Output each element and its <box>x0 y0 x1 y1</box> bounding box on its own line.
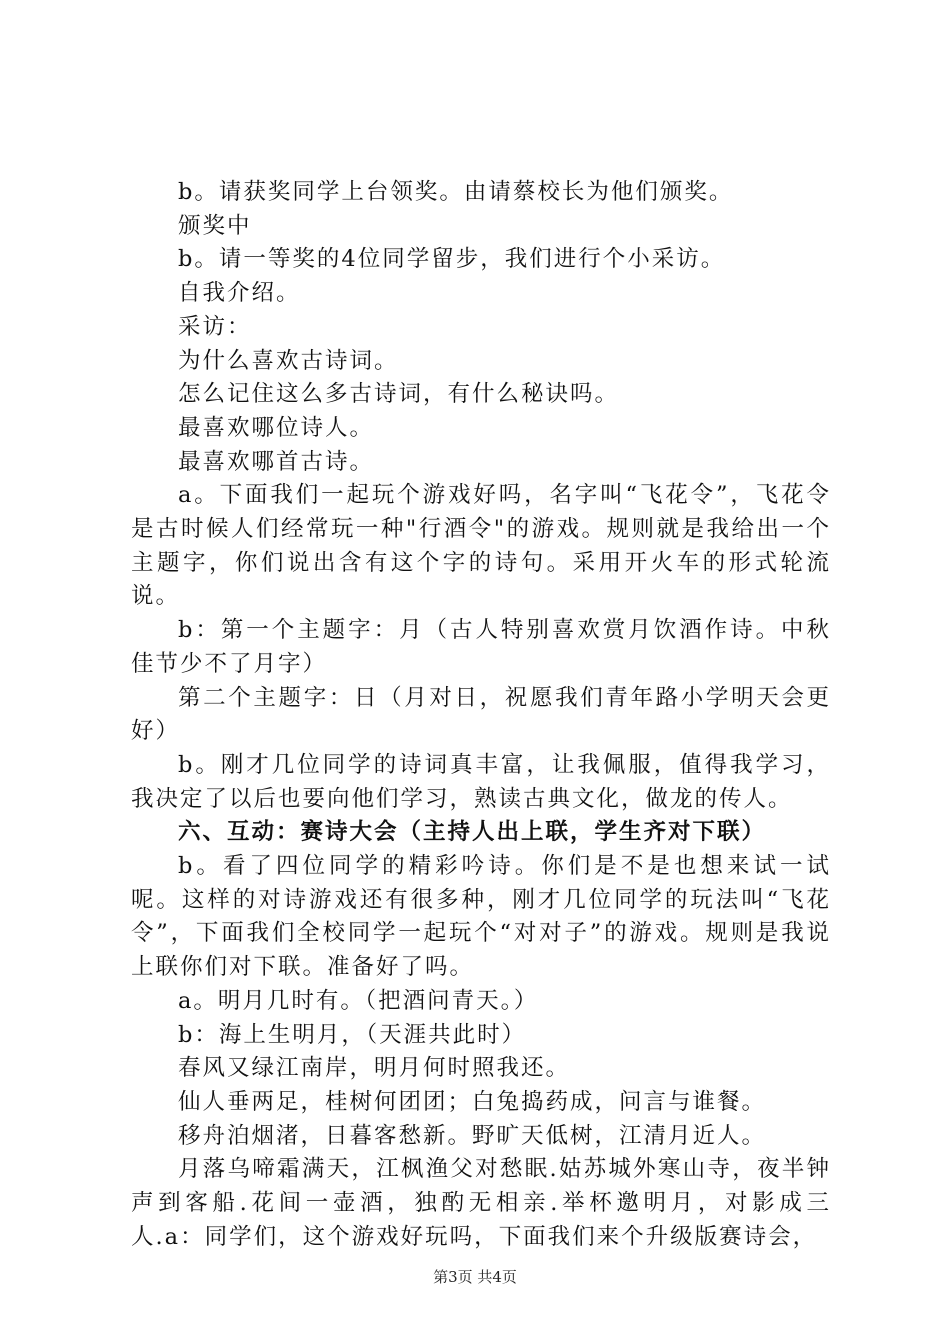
paragraph: 月落乌啼霜满天，江枫渔父对愁眠.姑苏城外寒山寺，夜半钟声到客船.花间一壶酒，独酌无相亲.举杯邀明月，对影成三人.a：同学们，这个游戏好玩吗，下面我们来个升级版赛诗会， <box>131 1156 831 1250</box>
paragraph: b。请一等奖的4位同学留步，我们进行个小采访。 <box>178 246 726 273</box>
paragraph: 仙人垂两足，桂树何团团；白兔捣药成，问言与谁餐。 <box>178 1088 767 1115</box>
paragraph: b。刚才几位同学的诗词真丰富，让我佩服，值得我学习，我决定了以后也要向他们学习，熟读古典文化，做龙的传人。 <box>131 751 831 812</box>
paragraph: 自我介绍。 <box>178 280 301 307</box>
paragraph: a。下面我们一起玩个游戏好吗，名字叫“飞花令”，飞花令是古时候人们经常玩一种"行酒令"的游戏。规则就是我给出一个主题字，你们说出含有这个字的诗句。采用开火车的形式轮流说。 <box>131 482 831 610</box>
page-number: 第3页 共4页 <box>433 1268 517 1286</box>
paragraph: 采访： <box>178 313 252 340</box>
paragraph: b。请获奖同学上台领奖。由请蔡校长为他们颁奖。 <box>178 179 734 205</box>
paragraph: 春风又绿江南岸，明月何时照我还。 <box>178 1055 571 1082</box>
paragraph: 第二个主题字：日（月对日，祝愿我们青年路小学明天会更好） <box>131 684 831 745</box>
paragraph: b：海上生明月，（天涯共此时） <box>178 1021 527 1048</box>
paragraph: b。看了四位同学的精彩吟诗。你们是不是也想来试一试呢。这样的对诗游戏还有很多种，刚才几位同学的玩法叫“飞花令”，下面我们全校同学一起玩个“对对子”的游戏。规则是我说上联你们对下联。准备好了吗。 <box>131 853 831 981</box>
page-footer <box>0 1266 950 1287</box>
paragraph: 移舟泊烟渚，日暮客愁新。野旷天低树，江清月近人。 <box>178 1122 767 1149</box>
paragraph: b：第一个主题字：月（古人特别喜欢赏月饮酒作诗。中秋佳节少不了月字） <box>131 617 831 677</box>
paragraph: 怎么记住这么多古诗词，有什么秘诀吗。 <box>178 381 620 408</box>
paragraph: 最喜欢哪位诗人。 <box>178 414 375 441</box>
section-heading: 六、互动：赛诗大会（主持人出上联，学生齐对下联） <box>178 819 767 846</box>
paragraph: 最喜欢哪首古诗。 <box>178 448 375 475</box>
paragraph: 为什么喜欢古诗词。 <box>178 347 399 374</box>
document-body <box>131 176 831 1255</box>
paragraph: 颁奖中 <box>178 212 252 239</box>
paragraph: a。明月几时有。（把酒问青天。） <box>178 987 539 1014</box>
